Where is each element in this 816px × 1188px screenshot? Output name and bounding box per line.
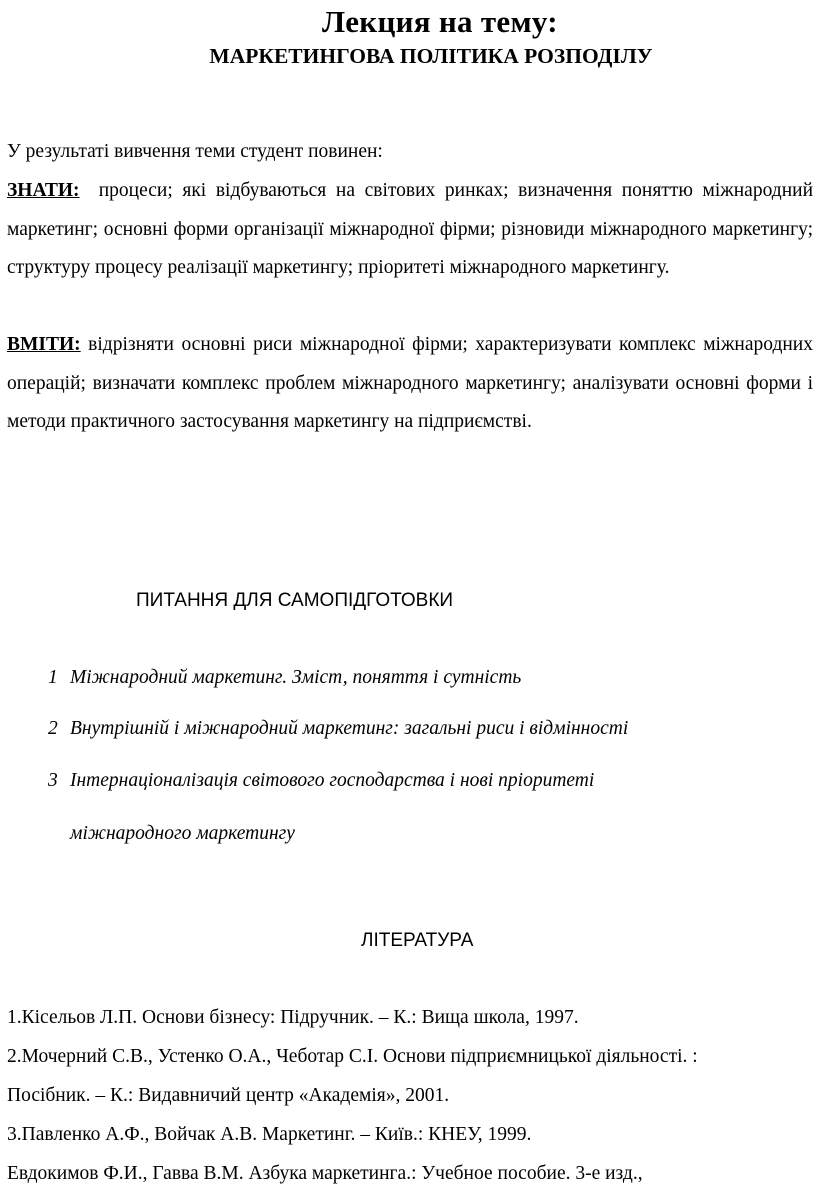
question-text: Інтернаціоналізація світового господарства і нові пріоритеті bbox=[70, 770, 595, 791]
know-paragraph bbox=[7, 172, 813, 288]
able-paragraph bbox=[7, 326, 813, 442]
question-text: Міжнародний маркетинг. Зміст, поняття і сутність bbox=[70, 667, 522, 688]
intro-text: У результаті вивчення теми студент повинен: bbox=[7, 141, 383, 162]
question-continuation: міжнародного маркетингу bbox=[70, 823, 295, 844]
know-label: ЗНАТИ: bbox=[7, 180, 80, 201]
question-item bbox=[48, 715, 628, 743]
literature-heading: ЛІТЕРАТУРА bbox=[361, 930, 474, 951]
able-text: відрізняти основні риси міжнародної фірми; характеризувати комплекс міжнародних операцій; визначати комплекс проблем міжнародного маркетингу; аналізувати основні форми і методи практичного застосування маркетингу на підприємстві. bbox=[7, 334, 813, 432]
lecture-subtitle: МАРКЕТИНГОВА ПОЛІТИКА РОЗПОДІЛУ bbox=[209, 44, 653, 68]
question-item bbox=[48, 664, 521, 692]
question-item bbox=[48, 767, 594, 795]
able-label: ВМІТИ: bbox=[7, 334, 81, 355]
questions-heading: ПИТАННЯ ДЛЯ САМОПІДГОТОВКИ bbox=[136, 590, 454, 611]
literature-line: Посібник. – К.: Видавничий центр «Академія», 2001. bbox=[7, 1085, 450, 1106]
literature-line: 2.Мочерний С.В., Устенко О.А., Чеботар С.І. Основи підприємницької діяльності. : bbox=[7, 1046, 698, 1067]
lecture-title: Лекция на тему: bbox=[322, 4, 558, 39]
question-number: 1 bbox=[48, 667, 58, 688]
know-text: процеси; які відбуваються на світових ринках; визначення поняттю міжнародний маркетинг; основні форми організації міжнародної фірми; різновиди міжнародного маркетингу; структуру процесу реалізації маркетингу; пріоритеті міжнародного маркетингу. bbox=[7, 180, 814, 278]
question-text: Внутрішній і міжнародний маркетинг: загальні риси і відмінності bbox=[70, 718, 629, 739]
literature-line: Евдокимов Ф.И., Гавва В.М. Азбука маркетинга.: Учебное пособие. 3-е изд., bbox=[7, 1163, 643, 1184]
question-number: 2 bbox=[48, 718, 58, 739]
literature-line: 1.Кісельов Л.П. Основи бізнесу: Підручник. – К.: Вища школа, 1997. bbox=[7, 1007, 579, 1028]
question-number: 3 bbox=[48, 770, 58, 791]
literature-line: 3.Павленко А.Ф., Войчак А.В. Маркетинг. – Київ.: КНЕУ, 1999. bbox=[7, 1124, 532, 1145]
